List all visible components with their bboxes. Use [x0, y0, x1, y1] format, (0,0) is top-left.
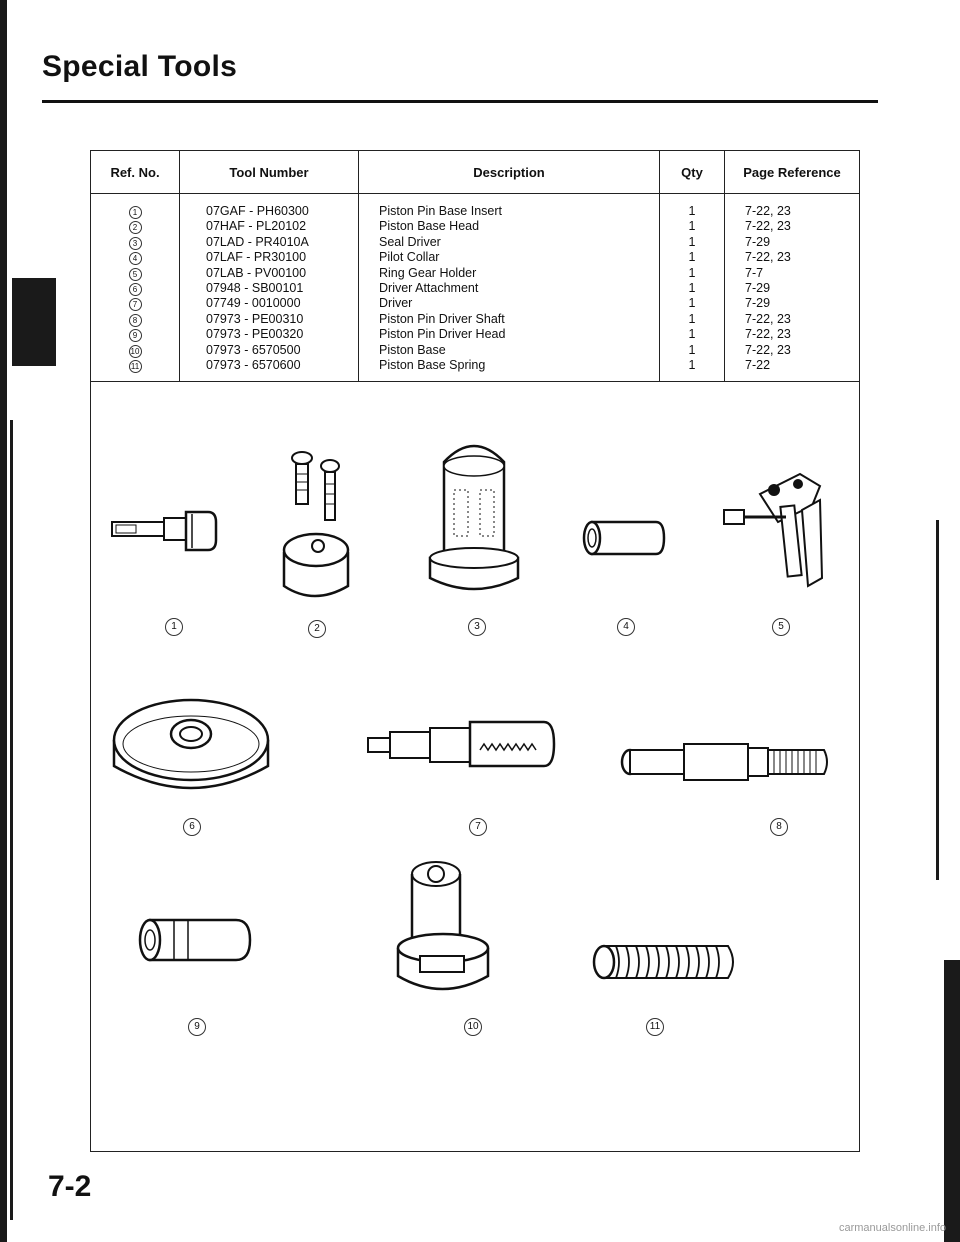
tool-description: Driver: [379, 296, 413, 311]
tool-qty: 1: [688, 327, 696, 342]
piston-base-head-drawing: [278, 450, 358, 610]
ref-number: 5: [129, 268, 142, 281]
ref-number: 4: [129, 252, 142, 265]
tool-number: 07973 - PE00320: [206, 327, 304, 342]
tool-qty: 1: [688, 281, 696, 296]
page-reference: 7-29: [745, 234, 771, 249]
piston-pin-driver-head-drawing: [136, 908, 256, 970]
tool-number: 07973 - 6570600: [206, 358, 301, 373]
callout-8: 8: [770, 818, 788, 836]
tool-qty: 1: [688, 204, 696, 218]
page-reference: 7-22: [745, 358, 771, 373]
tool-description: Driver Attachment: [379, 281, 479, 296]
page-title: Special Tools: [42, 50, 238, 83]
table-header-row: [91, 151, 859, 194]
callout-4: 4: [617, 618, 635, 636]
page-reference: 7-22, 23: [745, 311, 791, 326]
tool-description: Piston Base Head: [379, 219, 480, 234]
callout-1: 1: [165, 618, 183, 636]
tool-qty: 1: [688, 219, 696, 234]
scan-edge-left: [0, 0, 7, 1242]
scan-edge-right: [944, 960, 960, 1242]
tools-table: [91, 151, 859, 382]
ref-number: 6: [129, 283, 142, 296]
tool-number: 07LAF - PR30100: [206, 250, 307, 265]
tool-number: 07973 - PE00310: [206, 311, 304, 326]
ring-gear-holder-drawing: [718, 470, 828, 600]
callout-2: 2: [308, 620, 326, 638]
tool-qty: 1: [688, 234, 696, 249]
page-reference: 7-22, 23: [745, 204, 791, 218]
tool-description: Ring Gear Holder: [379, 265, 477, 280]
callout-10: 10: [464, 1018, 482, 1036]
pilot-collar-drawing: [582, 518, 668, 558]
tool-description: Piston Base Spring: [379, 358, 486, 373]
tool-number-column: [180, 194, 359, 382]
tool-description: Pilot Collar: [379, 250, 440, 265]
tool-description: Piston Pin Driver Shaft: [379, 311, 505, 326]
page-number: 7-2: [48, 1170, 92, 1203]
page-reference: 7-29: [745, 296, 771, 311]
ref-number: 11: [129, 360, 142, 373]
piston-base-spring-drawing: [592, 940, 742, 988]
page-reference: 7-29: [745, 281, 771, 296]
ref-number: 10: [129, 345, 142, 358]
tool-qty: 1: [688, 296, 696, 311]
tool-description: Seal Driver: [379, 234, 441, 249]
callout-7: 7: [469, 818, 487, 836]
header-tool-number: Tool Number: [180, 151, 359, 194]
callout-3: 3: [468, 618, 486, 636]
watermark: carmanualsonline.info: [838, 1222, 946, 1234]
header-ref-no: Ref. No.: [91, 151, 180, 194]
header-description: Description: [359, 151, 660, 194]
tool-number: 07749 - 0010000: [206, 296, 301, 311]
piston-pin-driver-shaft-drawing: [620, 740, 832, 786]
tool-description: Piston Pin Base Insert: [379, 204, 502, 218]
seal-driver-drawing: [426, 440, 522, 600]
tool-number: 07948 - SB00101: [206, 281, 304, 296]
scan-edge-line: [10, 420, 13, 1220]
piston-base-drawing: [392, 852, 500, 1012]
table-body-row: [91, 194, 859, 382]
piston-pin-base-insert-drawing: [112, 500, 222, 570]
callout-6: 6: [183, 818, 201, 836]
driver-attachment-drawing: [106, 680, 276, 810]
tool-qty: 1: [688, 311, 696, 326]
tool-description: Piston Pin Driver Head: [379, 327, 506, 342]
tool-number: 07HAF - PL20102: [206, 219, 307, 234]
ref-number: 2: [129, 221, 142, 234]
qty-column: [660, 194, 725, 382]
page-reference: 7-22, 23: [745, 219, 791, 234]
header-page-reference: Page Reference: [725, 151, 860, 194]
page-reference: 7-22, 23: [745, 327, 791, 342]
page-reference: 7-22, 23: [745, 342, 791, 357]
tool-qty: 1: [688, 265, 696, 280]
tool-description: Piston Base: [379, 342, 446, 357]
title-rule: [42, 100, 878, 103]
tool-number: 07LAD - PR4010A: [206, 234, 309, 249]
tool-qty: 1: [688, 358, 696, 373]
driver-drawing: [366, 720, 558, 790]
tool-number: 07GAF - PH60300: [206, 204, 309, 218]
page-reference: 7-7: [745, 265, 764, 280]
tool-number: 07LAB - PV00100: [206, 265, 307, 280]
tool-qty: 1: [688, 342, 696, 357]
ref-number: 9: [129, 329, 142, 342]
callout-9: 9: [188, 1018, 206, 1036]
ref-number: 1: [129, 206, 142, 219]
callout-5: 5: [772, 618, 790, 636]
scan-edge-right-line: [936, 520, 939, 880]
ref-number: 8: [129, 314, 142, 327]
scan-mark-block: [12, 278, 56, 366]
ref-number: 3: [129, 237, 142, 250]
callout-11: 11: [646, 1018, 664, 1036]
page-reference: 7-22, 23: [745, 250, 791, 265]
ref-column: [91, 194, 180, 382]
description-column: [359, 194, 660, 382]
tool-number: 07973 - 6570500: [206, 342, 301, 357]
ref-number: 7: [129, 298, 142, 311]
header-qty: Qty: [660, 151, 725, 194]
tool-qty: 1: [688, 250, 696, 265]
page-reference-column: [725, 194, 860, 382]
